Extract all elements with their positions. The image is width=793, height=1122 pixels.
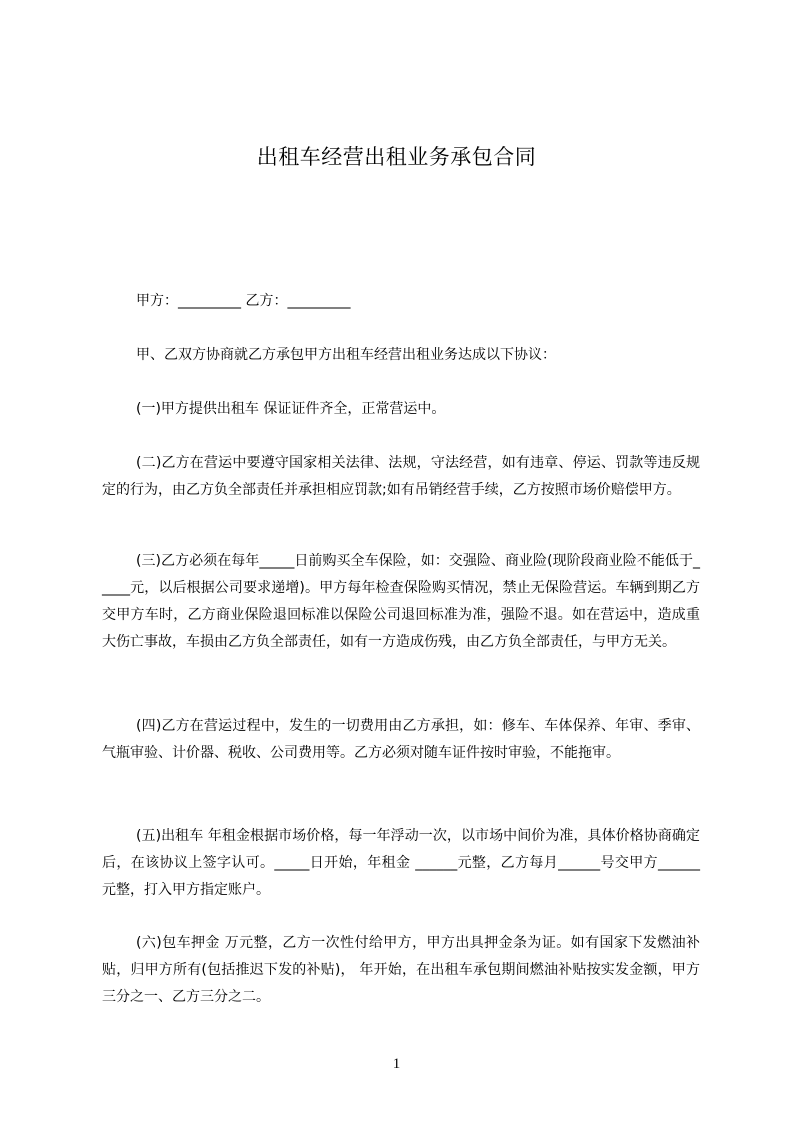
clause-2: (二)乙方在营运中要遵守国家相关法律、法规，守法经营，如有违章、停运、罚款等违反规定的行为，由乙方负全部责任并承担相应罚款;如有吊销经营手续，乙方按照市场价赔偿甲方。 bbox=[102, 455, 700, 498]
parties-line: 甲方：_________ 乙方：_________ bbox=[136, 293, 351, 309]
clause-6: (六)包车押金 万元整，乙方一次性付给甲方，甲方出具押金条为证。如有国家下发燃油补贴，归甲方所有(包括推迟下发的补贴)， 年开始，在出租车承包期间燃油补贴按实发金额，甲方三分之一、乙方三分之二。 bbox=[102, 935, 700, 1005]
clause-1: (一)甲方提供出租车 保证证件齐全，正常营运中。 bbox=[136, 401, 446, 417]
clause-5: (五)出租车 年租金根据市场价格，每一年浮动一次，以市场中间价为准，具体价格协商确定后，在该协议上签字认可。_____日开始，年租金 ______元整，乙方每月______号交甲方______元整，打入甲方指定账户。 bbox=[102, 828, 700, 898]
clause-4: (四)乙方在营运过程中，发生的一切费用由乙方承担，如：修车、车体保养、年审、季审、气瓶审验、计价器、税收、公司费用等。乙方必须对随车证件按时审验，不能拖审。 bbox=[102, 718, 700, 761]
document-title: 出租车经营出租业务承包合同 bbox=[256, 145, 537, 169]
intro-paragraph: 甲、乙双方协商就乙方承包甲方出租车经营出租业务达成以下协议： bbox=[136, 347, 556, 363]
clause-3: (三)乙方必须在每年_____日前购买全车保险，如：交强险、商业险(现阶段商业险不能低于_____元，以后根据公司要求递增)。甲方每年检查保险购买情况，禁止无保险营运。车辆到期乙方交甲方车时，乙方商业保险退回标准以保险公司退回标准为准，强险不退。如在营运中，造成重大伤亡事故，车损由乙方负全部责任，如有一方造成伤残，由乙方负全部责任，与甲方无关。 bbox=[102, 553, 700, 650]
page-number: 1 bbox=[392, 1056, 401, 1072]
